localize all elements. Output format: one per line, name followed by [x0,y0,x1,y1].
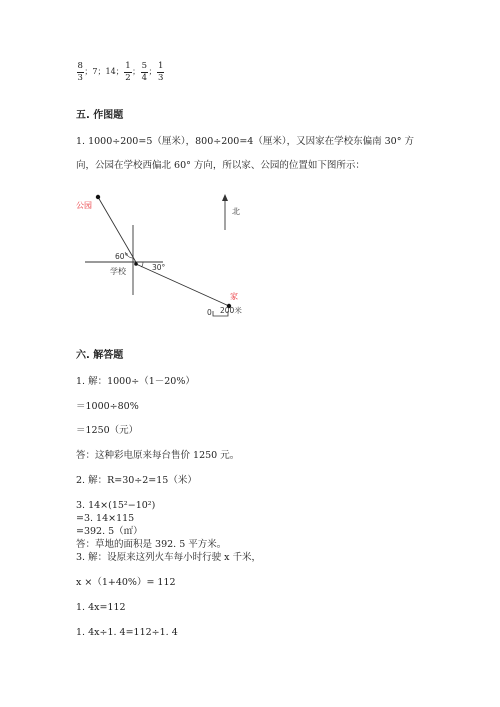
section-6-title: 六. 解答题 [76,350,124,361]
answer-separator: ； [148,67,157,76]
solution-2-line-2: 3. 14×(15²−10²) [76,500,156,511]
north-arrowhead-icon [222,194,228,201]
solution-3-line-2: x ×（1+40%）= 112 [76,577,176,588]
angle-60-label: 60° [115,252,129,261]
school-point [134,262,138,266]
angle-30-label: 30° [152,263,166,272]
park-point [96,195,100,199]
solution-1-line-1: 1. 解：1000÷（1－20%） [76,376,195,387]
section-5-line-2: 向，公园在学校西偏北 60° 方向，所以家、公园的位置如下图所示： [76,160,365,171]
school-to-home-line [136,264,229,306]
solution-1-line-3: ＝1250（元） [76,425,139,436]
fraction-5-4: $\frac{5}{4}$ [141,61,148,83]
solution-2-line-1: 2. 解：R=30÷2=15（米） [76,475,197,486]
fraction-8-3: $\frac{8}{3}$ [77,61,83,83]
solution-3-line-1: 3. 解：设原来这列火车每小时行驶 x 千米， [76,552,261,563]
school-label: 学校 [110,267,126,276]
scale-zero: 0 [207,308,212,317]
solution-1-line-2: ＝1000÷80% [76,401,139,412]
section-5-title: 五. 作图题 [76,110,124,121]
solution-2-answer: 答：草地的面积是 392. 5 平方米。 [76,539,227,550]
solution-2-line-4: =392. 5（㎡） [76,526,143,537]
fraction-1-3: $\frac{1}{3}$ [158,61,164,83]
solution-1-answer: 答：这种彩电原来每台售价 1250 元。 [76,450,240,461]
scale-label: 200米 [220,306,242,315]
solution-3-line-3: 1. 4x=112 [76,602,126,613]
park-label: 公园 [76,201,92,210]
fraction-1-2: $\frac{1}{2}$ [125,61,131,83]
north-label: 北 [232,207,240,216]
home-label: 家 [230,292,238,301]
answer-separator: ；7；14； [84,67,124,76]
solution-2-line-3: =3. 14×115 [76,513,135,524]
section-5-line-1: 1. 1000÷200=5（厘米），800÷200=4（厘米），又因家在学校东偏南 30° 方 [76,136,414,147]
answer-separator: ； [132,67,141,76]
solution-3-line-4: 1. 4x÷1. 4=112÷1. 4 [76,627,178,638]
